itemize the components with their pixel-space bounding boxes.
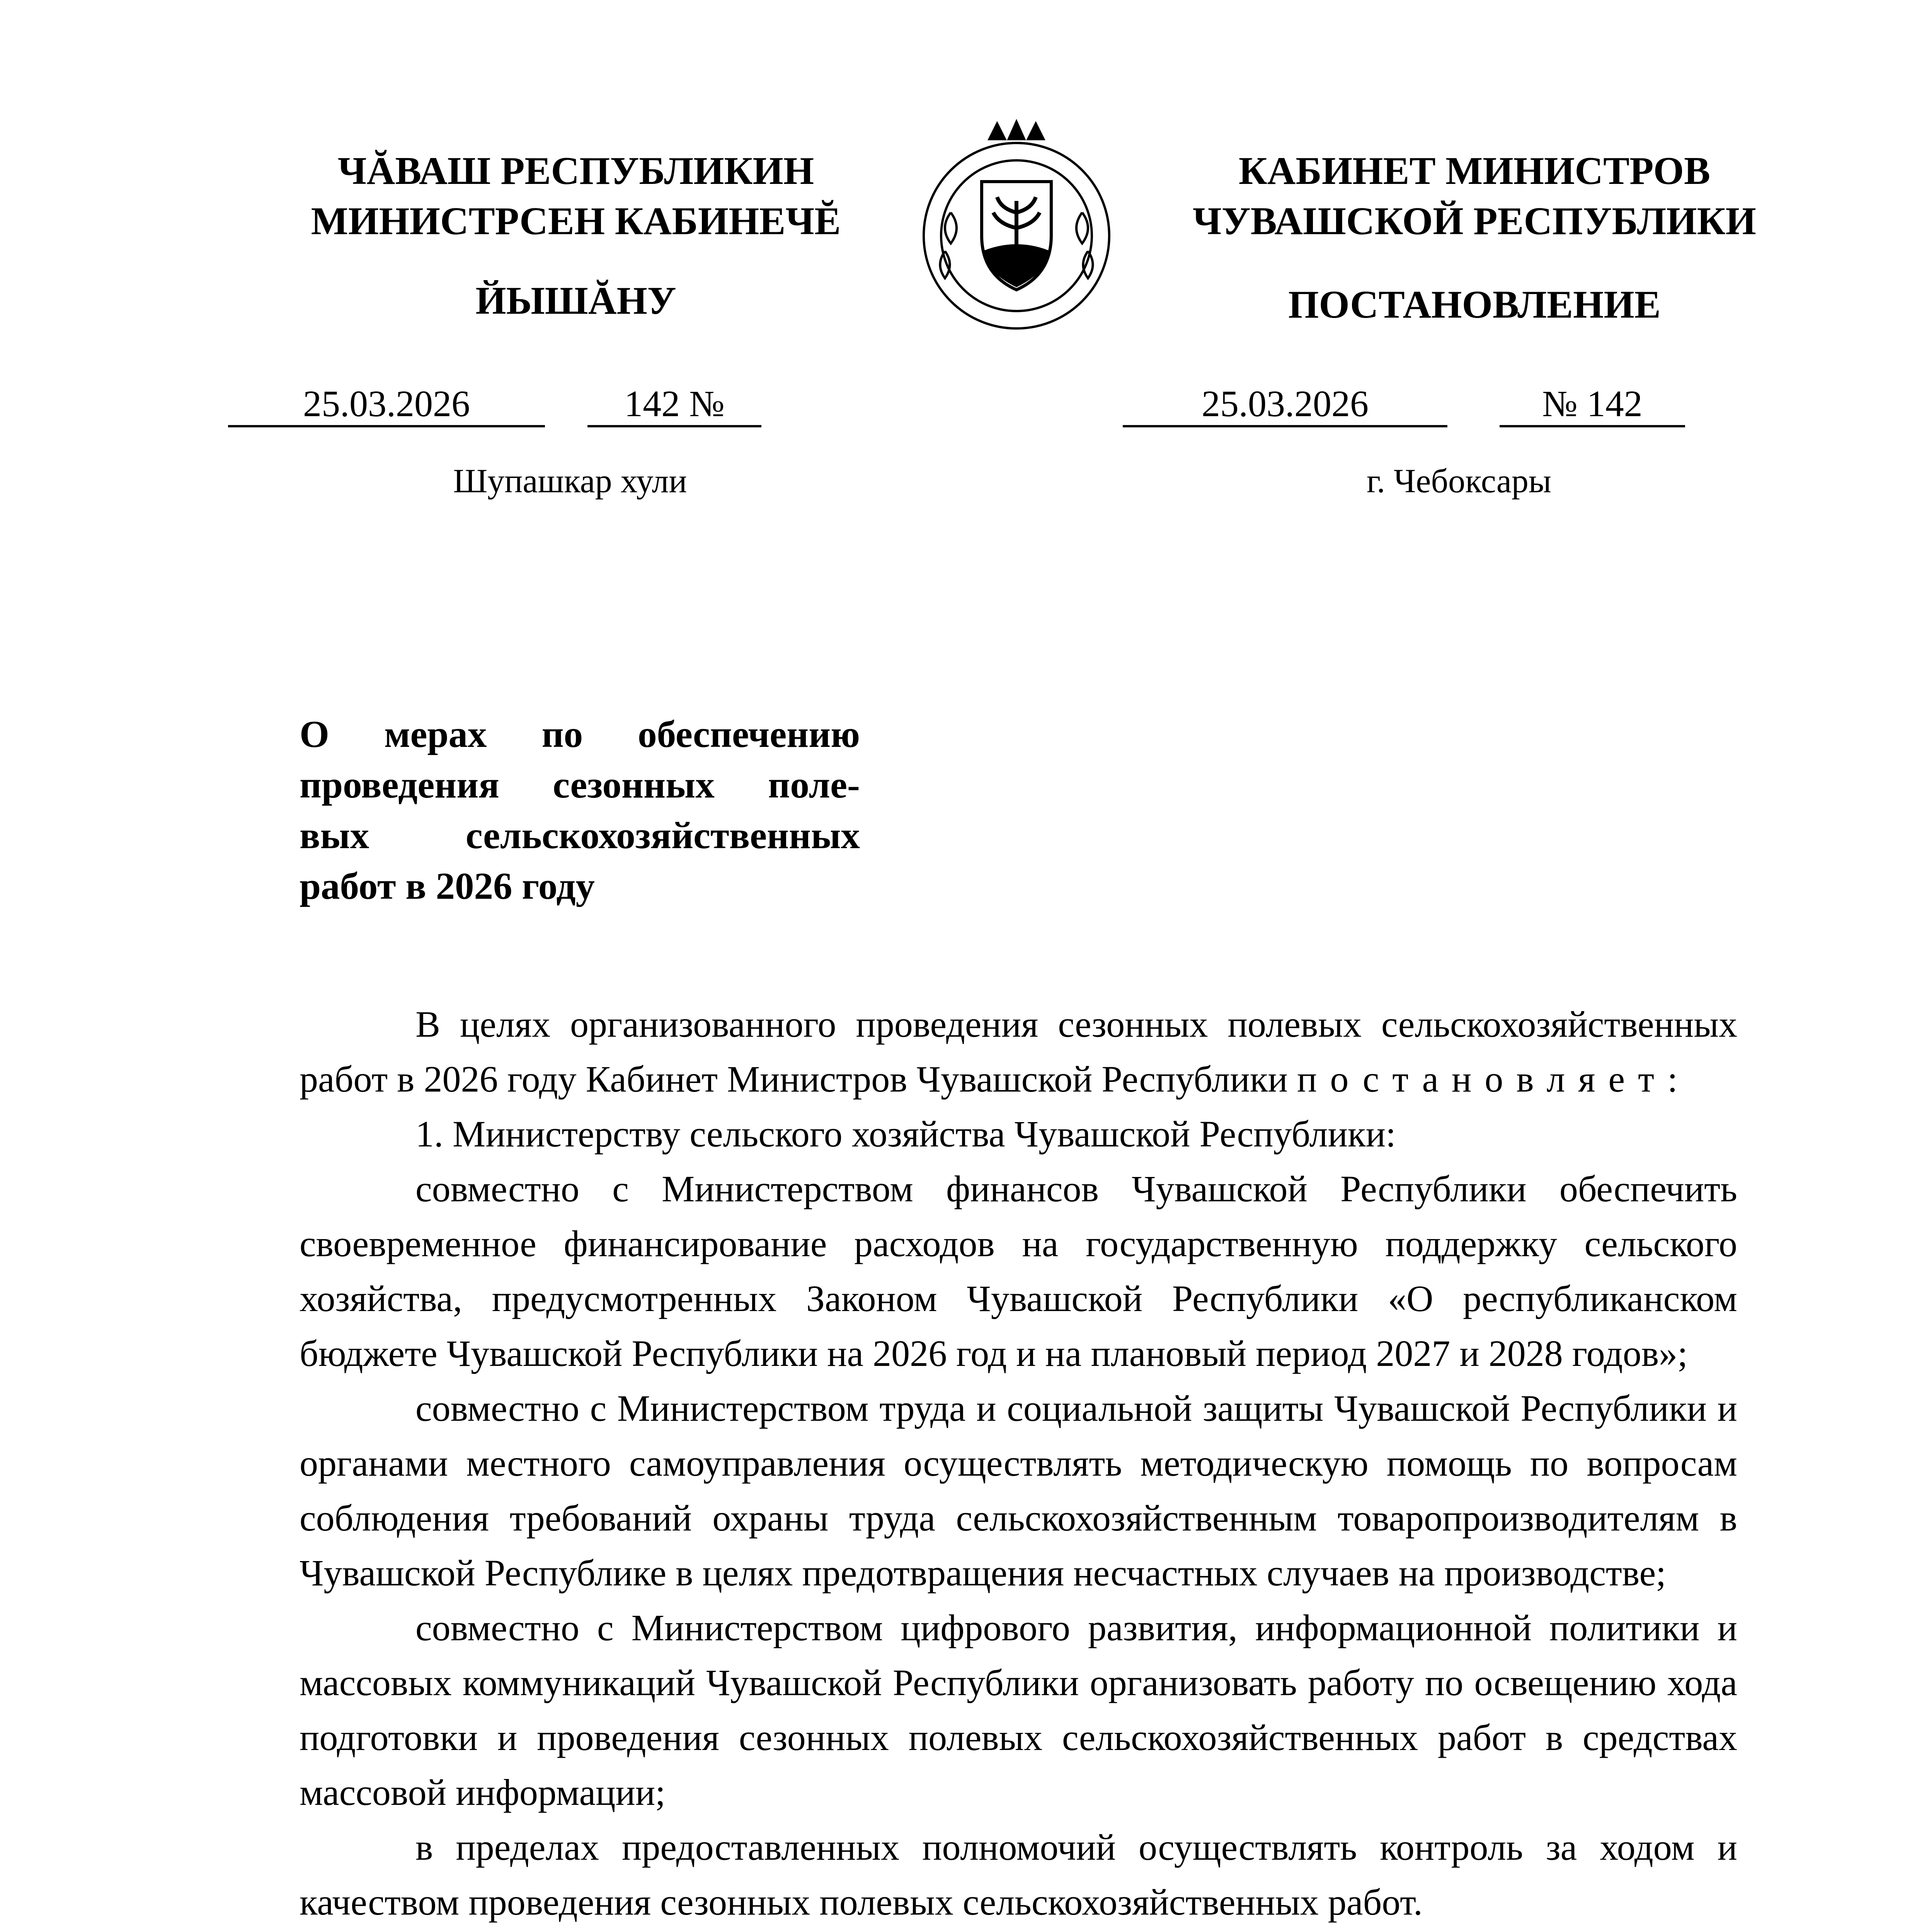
title-line-1: О мерах по обеспечению [300,713,860,755]
coat-of-arms-emblem-icon [908,112,1125,336]
document-body [300,997,1737,1932]
right-doc-type: ПОСТАНОВЛЕНИЕ [1288,283,1661,327]
left-city: Шупашкар хули [453,463,687,500]
paragraph-1a: совместно с Министерством финансов Чувашской Республики обеспечить своевременное финансирование расходов на государственную поддержку сельского хозяйства, предусмотренных Законом Чувашской Республики «О республиканском бюджете Чувашской Республики на 2026 год и на плановый период 2027 и 2028 годов»; [300,1168,1737,1374]
intro-verb: постановляет: [1297,1058,1691,1100]
left-org-line2: МИНИСТРСЕН КАБИНЕЧĔ [311,199,841,243]
right-number-field: № 142 [1500,383,1685,427]
document-title [300,709,860,912]
intro-text: В целях организованного проведения сезонных полевых сельскохозяйственных работ в 2026 году Кабинет Министров Чувашской Республики [300,1003,1737,1100]
intro-paragraph [300,997,1737,1107]
left-date-field: 25.03.2026 [228,383,545,427]
paragraph-1: 1. Министерству сельского хозяйства Чувашской Республики: [415,1113,1396,1155]
title-line-4: работ в 2026 году [300,865,595,907]
paragraph-1c: совместно с Министерством цифрового развития, информационной политики и массовых коммуникаций Чувашской Республики организовать работу по освещению хода подготовки и проведения сезонных полевых сельскохозяйственных работ в средствах массовой информации; [300,1607,1737,1813]
right-date-field: 25.03.2026 [1123,383,1447,427]
right-org-line1: КАБИНЕТ МИНИСТРОВ [1238,149,1711,193]
left-org-header [247,146,904,247]
left-number-field: 142 № [587,383,761,427]
right-org-line2: ЧУВАШСКОЙ РЕСПУБЛИКИ [1193,199,1756,243]
paragraph-1b: совместно с Министерством труда и социальной защиты Чувашской Республики и органами местного самоуправления осуществлять методическую помощь по вопросам соблюдения требований охраны труда сельскохозяйственным товаропроизводителям в Чувашской Республике в целях предотвращения несчастных случаев на производстве; [300,1388,1737,1594]
right-city: г. Чебоксары [1366,463,1552,500]
title-line-3: вых сельскохозяйственных [300,815,860,857]
paragraph-1d: в пределах предоставленных полномочий осуществлять контроль за ходом и качеством проведения сезонных полевых сельскохозяйственных работ. [300,1827,1737,1923]
left-doc-type: ЙЫШĂНУ [475,279,676,323]
title-line-2: проведения сезонных поле- [300,764,860,806]
left-org-line1: ЧĂВАШ РЕСПУБЛИКИН [337,149,814,193]
paragraph-2 [300,1930,1737,1932]
right-org-header [1121,146,1828,247]
